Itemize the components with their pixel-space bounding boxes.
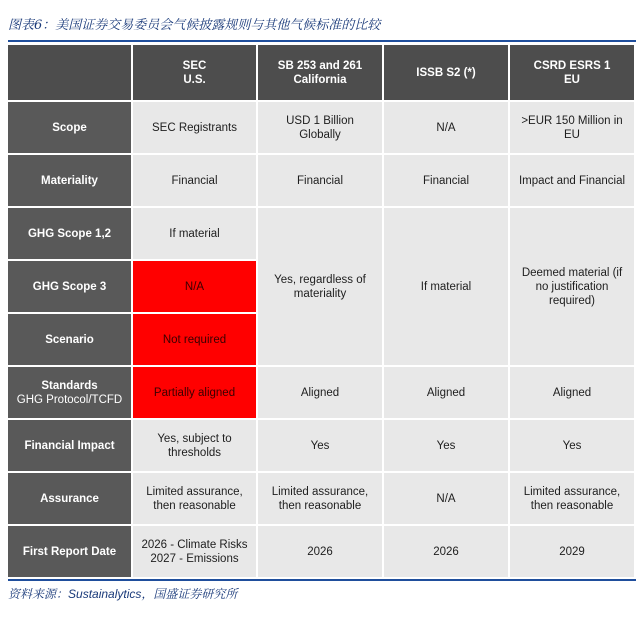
row-label-ghg-scope-3: GHG Scope 3 xyxy=(8,261,133,314)
cell-financial-impact-sec: Yes, subject to thresholds xyxy=(133,420,258,473)
comparison-table xyxy=(8,45,636,579)
cell-scope-eu: >EUR 150 Million in EU xyxy=(510,102,636,155)
cell-financial-impact-issb: Yes xyxy=(384,420,510,473)
header-eu xyxy=(510,45,636,102)
cell-assurance-sec: Limited assurance, then reasonable xyxy=(133,473,258,526)
row-label-assurance: Assurance xyxy=(8,473,133,526)
cell-first-report-california: 2026 xyxy=(258,526,384,579)
header-issb xyxy=(384,45,510,102)
source-brand: Sustainalytics xyxy=(68,587,142,601)
source-prefix: 资料来源： xyxy=(8,587,69,601)
row-label-standards-main: Standards xyxy=(41,379,98,392)
header-california xyxy=(258,45,384,102)
table-row-financial-impact xyxy=(8,420,636,473)
table-row-ghg-scope-1-2 xyxy=(8,208,636,261)
table-row-scope xyxy=(8,102,636,155)
row-label-standards-sub: GHG Protocol/TCFD xyxy=(16,393,123,406)
header-california-line2: California xyxy=(293,73,347,86)
header-issb-line1: ISSB S2 (*) xyxy=(416,66,476,79)
cell-merged-california: Yes, regardless of materiality xyxy=(258,208,384,367)
header-sec xyxy=(133,45,258,102)
header-row xyxy=(8,45,636,102)
cell-merged-issb: If material xyxy=(384,208,510,367)
cell-first-report-eu: 2029 xyxy=(510,526,636,579)
header-sec-line2: U.S. xyxy=(183,73,206,86)
top-rule xyxy=(8,40,636,42)
row-label-first-report-date: First Report Date xyxy=(8,526,133,579)
cell-standards-eu: Aligned xyxy=(510,367,636,420)
cell-assurance-eu: Limited assurance, then reasonable xyxy=(510,473,636,526)
cell-materiality-sec: Financial xyxy=(133,155,258,208)
cell-scope-california: USD 1 Billion Globally xyxy=(258,102,384,155)
header-corner xyxy=(8,45,133,102)
table-row-assurance xyxy=(8,473,636,526)
source-note xyxy=(8,585,237,602)
table-row-materiality xyxy=(8,155,636,208)
header-eu-line1: CSRD ESRS 1 xyxy=(533,59,611,72)
cell-standards-sec: Partially aligned xyxy=(133,367,258,420)
cell-first-report-sec-line2: 2027 - Emissions xyxy=(150,552,239,565)
table-row-first-report-date xyxy=(8,526,636,579)
table-row-standards xyxy=(8,367,636,420)
cell-assurance-california: Limited assurance, then reasonable xyxy=(258,473,384,526)
cell-scope-sec: SEC Registrants xyxy=(133,102,258,155)
figure-title: 图表6：美国证券交易委员会气候披露规则与其他气候标准的比较 xyxy=(8,18,381,33)
cell-financial-impact-california: Yes xyxy=(258,420,384,473)
cell-financial-impact-eu: Yes xyxy=(510,420,636,473)
header-eu-line2: EU xyxy=(564,73,580,86)
row-label-financial-impact: Financial Impact xyxy=(8,420,133,473)
cell-merged-eu: Deemed material (if no justification required) xyxy=(510,208,636,367)
cell-materiality-issb: Financial xyxy=(384,155,510,208)
bottom-rule xyxy=(8,579,636,581)
cell-scope-issb: N/A xyxy=(384,102,510,155)
cell-standards-california: Aligned xyxy=(258,367,384,420)
header-sec-line1: SEC xyxy=(182,59,207,72)
cell-first-report-sec xyxy=(133,526,258,579)
row-label-standards xyxy=(8,367,133,420)
cell-materiality-eu: Impact and Financial xyxy=(510,155,636,208)
cell-first-report-sec-line1: 2026 - Climate Risks xyxy=(141,538,248,551)
row-label-scope: Scope xyxy=(8,102,133,155)
row-label-scenario: Scenario xyxy=(8,314,133,367)
source-suffix: ，国盛证券研究所 xyxy=(141,587,238,601)
comparison-table-wrapper xyxy=(8,45,636,578)
cell-materiality-california: Financial xyxy=(258,155,384,208)
cell-first-report-issb: 2026 xyxy=(384,526,510,579)
header-california-line1: SB 253 and 261 xyxy=(277,59,363,72)
row-label-ghg-scope-1-2: GHG Scope 1,2 xyxy=(8,208,133,261)
row-label-materiality: Materiality xyxy=(8,155,133,208)
cell-assurance-issb: N/A xyxy=(384,473,510,526)
cell-standards-issb: Aligned xyxy=(384,367,510,420)
cell-scenario-sec: Not required xyxy=(133,314,258,367)
cell-ghg12-sec: If material xyxy=(133,208,258,261)
cell-ghg3-sec: N/A xyxy=(133,261,258,314)
